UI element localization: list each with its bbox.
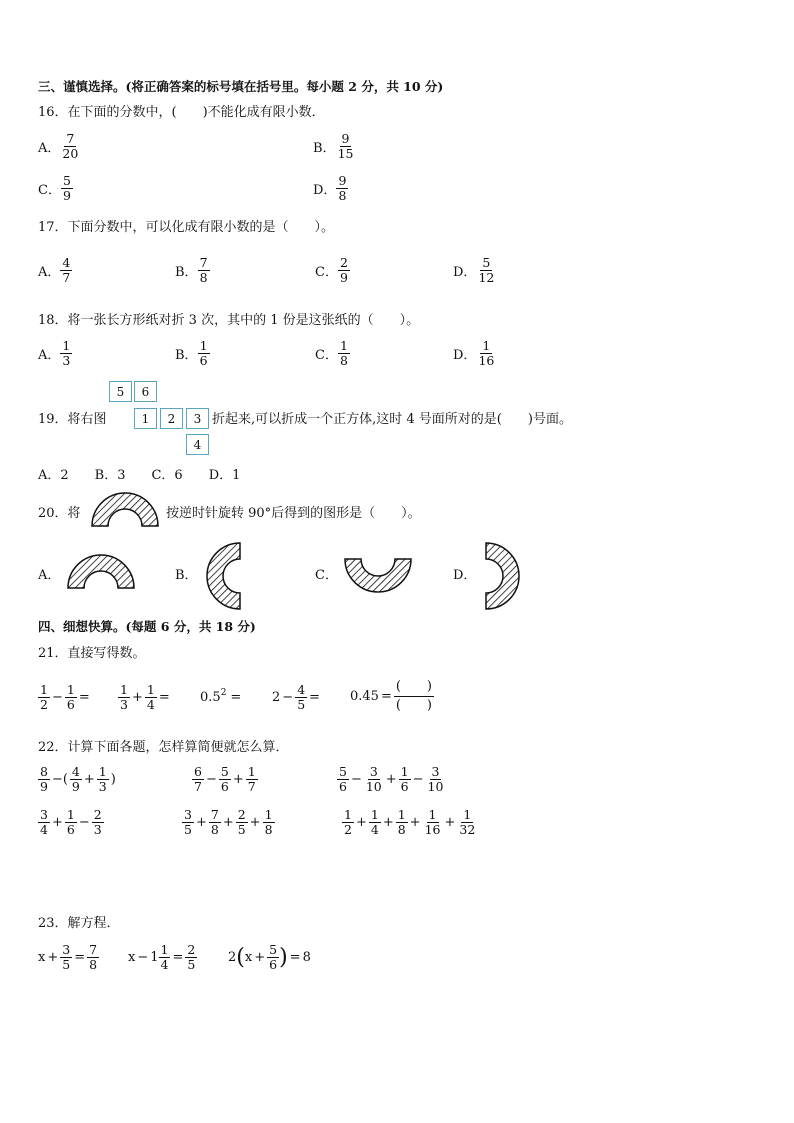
q20-option-b-label: B． <box>175 568 198 583</box>
q19-stem-after: 折起来,可以折成一个正方体,这时 4 号面所对的是( )号面。 <box>212 412 572 427</box>
q20-option-b-shape <box>204 541 242 611</box>
q18-option-b: B． $\frac{1}{6}$ <box>175 338 208 368</box>
q23-equation-2: x − 1 $\frac{1}{4}$ = $\frac{2}{5}$ <box>128 942 196 972</box>
q16-option-b: B． $\frac{9}{15}$ <box>313 131 354 161</box>
q21-stem: 21．直接写得数。 <box>38 646 146 661</box>
q23-equation-1: x + $\frac{3}{5}$ = $\frac{7}{8}$ <box>38 942 98 972</box>
q17-option-a: A． $\frac{4}{7}$ <box>38 255 71 285</box>
q22-expr-1: $\frac{8}{9}$ −( $\frac{4}{9}$ + $\frac{1}{3}$ ) <box>40 764 116 794</box>
q16-option-c: C． $\frac{5}{9}$ <box>38 173 71 203</box>
q22-stem: 22．计算下面各题，怎样算简便就怎么算． <box>38 740 289 755</box>
q19-stem-before: 19．将右图 <box>38 412 107 427</box>
q17-option-c: C． $\frac{2}{9}$ <box>315 255 348 285</box>
q23-equation-3: 2 ( x + $\frac{5}{6}$ ) = 8 <box>228 942 311 972</box>
q18-stem: 18．将一张长方形纸对折 3 次，其中的 1 份是这张纸的（ ）。 <box>38 313 420 328</box>
q20-option-d-label: D． <box>453 568 477 583</box>
q16-option-a: A． $\frac{7}{20}$ <box>38 131 79 161</box>
q20-stem-after: 按逆时针旋转 90°后得到的图形是（ ）。 <box>166 506 421 521</box>
q17-option-d: D． $\frac{5}{12}$ <box>453 255 495 285</box>
q20-option-d-shape <box>484 541 522 611</box>
arch-shape-original <box>90 492 160 528</box>
net-cell-4: 4 <box>186 434 209 455</box>
q22-expr-4: $\frac{3}{4}$ + $\frac{1}{6}$ − $\frac{2}{3}$ <box>40 807 102 837</box>
q21-expr-5: 0.45 = ( ) ( ) <box>350 679 433 713</box>
q21-expr-3: 0.5 $^2$ = <box>200 687 242 705</box>
net-cell-1: 1 <box>134 408 157 429</box>
q20-option-a-shape <box>66 554 136 590</box>
q17-stem: 17．下面分数中，可以化成有限小数的是（ ）。 <box>38 220 335 235</box>
q21-expr-2: $\frac{1}{3}$ + $\frac{1}{4}$ = <box>120 682 170 712</box>
q20-option-c-label: C． <box>315 568 338 583</box>
q20-stem-before: 20．将 <box>38 506 81 521</box>
section4-title: 四、细想快算。(每题 6 分，共 18 分) <box>38 619 256 634</box>
net-cell-5: 5 <box>109 381 132 402</box>
net-cell-2: 2 <box>160 408 183 429</box>
q22-expr-6: $\frac{1}{2}$ + $\frac{1}{4}$ + $\frac{1}{8}$ + $\frac{1}{16}$ + $\frac{1}{32}$ <box>344 807 476 837</box>
q18-option-d: D． $\frac{1}{16}$ <box>453 338 495 368</box>
section3-title: 三、谨慎选择。(将正确答案的标号填在括号里。每小题 2 分，共 10 分) <box>38 79 444 94</box>
q21-expr-4: 2 − $\frac{4}{5}$ = <box>272 682 321 712</box>
net-cell-3: 3 <box>186 408 209 429</box>
blank-fraction[interactable]: ( ) ( ) <box>395 679 433 713</box>
q18-option-c: C． $\frac{1}{8}$ <box>315 338 348 368</box>
q17-option-b: B． $\frac{7}{8}$ <box>175 255 208 285</box>
q16-stem: 16．在下面的分数中，( )不能化成有限小数． <box>38 105 325 120</box>
q22-expr-3: $\frac{5}{6}$ − $\frac{3}{10}$ + $\frac{1}{6}$ − $\frac{3}{10}$ <box>339 764 444 794</box>
q23-stem: 23．解方程． <box>38 916 120 931</box>
net-cell-6: 6 <box>134 381 157 402</box>
q20-option-a-label: A． <box>38 568 61 583</box>
q16-option-d: D． $\frac{9}{8}$ <box>313 173 347 203</box>
q22-expr-2: $\frac{6}{7}$ − $\frac{5}{6}$ + $\frac{1}{7}$ <box>194 764 256 794</box>
q18-option-a: A． $\frac{1}{3}$ <box>38 338 71 368</box>
q22-expr-5: $\frac{3}{5}$ + $\frac{7}{8}$ + $\frac{2}{5}$ + $\frac{1}{8}$ <box>184 807 273 837</box>
q20-option-c-shape <box>343 557 413 593</box>
q19-options: A．2 B．3 C．6 D．1 <box>38 468 241 483</box>
q21-expr-1: $\frac{1}{2}$ − $\frac{1}{6}$ = <box>40 682 90 712</box>
